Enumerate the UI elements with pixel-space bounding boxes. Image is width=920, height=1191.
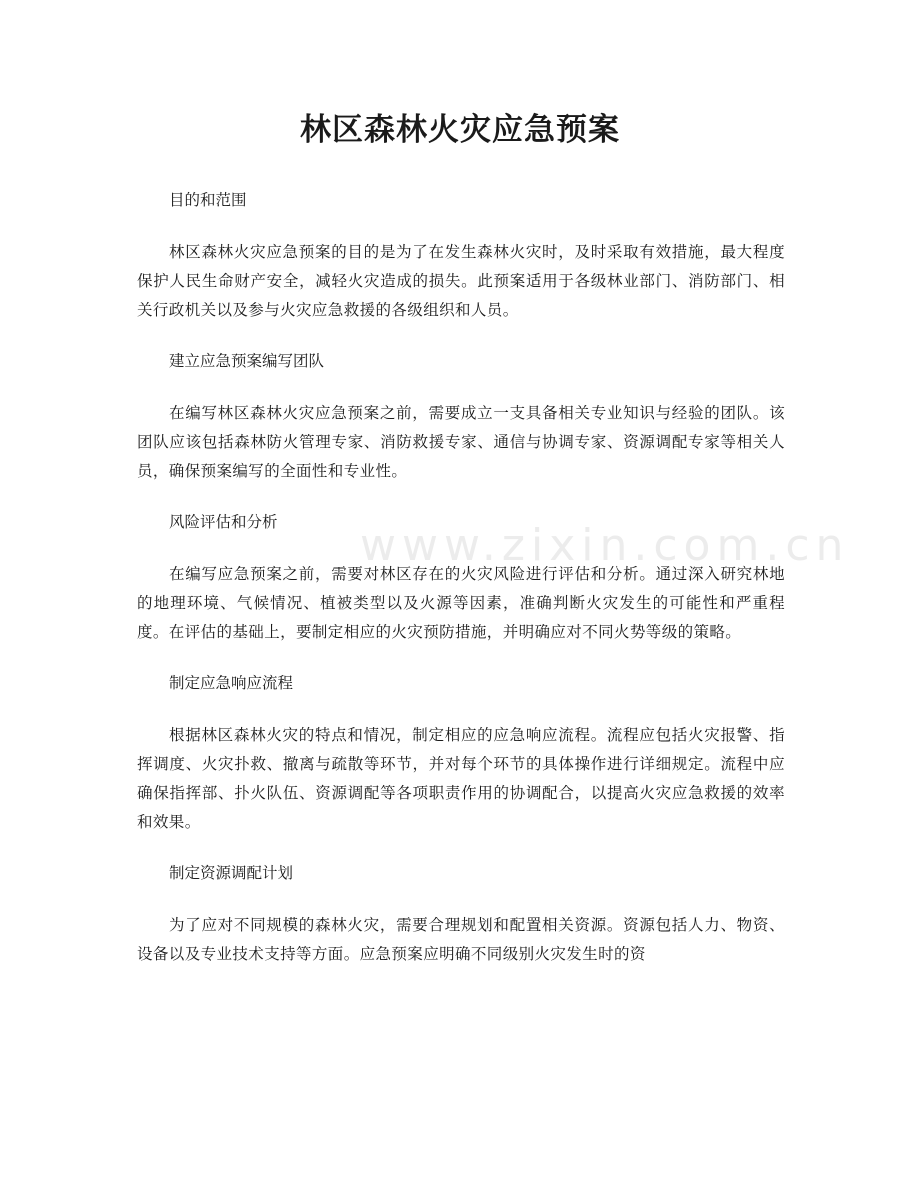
section-body-resources: 为了应对不同规模的森林火灾，需要合理规划和配置相关资源。资源包括人力、物资、设备以及专业技术支持等方面。应急预案应明确不同级别火灾发生时的资 <box>137 916 785 963</box>
document-title: 林区森林火灾应急预案 <box>300 112 620 148</box>
section-heading-resources: 制定资源调配计划 <box>169 864 294 882</box>
section-body-purpose: 林区森林火灾应急预案的目的是为了在发生森林火灾时，及时采取有效措施，最大程度保护人民生命财产安全，减轻火灾造成的损失。此预案适用于各级林业部门、消防部门、相关行政机关以及参与火灾应急救援的各级组织和人员。 <box>137 243 785 319</box>
section-heading-risk: 风险评估和分析 <box>169 513 278 531</box>
watermark: www.zixin.com.cn <box>360 520 850 571</box>
section-heading-response: 制定应急响应流程 <box>169 674 294 692</box>
section-heading-purpose: 目的和范围 <box>169 191 247 209</box>
section-body-response: 根据林区森林火灾的特点和情况，制定相应的应急响应流程。流程应包括火灾报警、指挥调度、火灾扑救、撤离与疏散等环节，并对每个环节的具体操作进行详细规定。流程中应确保指挥部、扑火队伍、资源调配等各项职责作用的协调配合，以提高火灾应急救援的效率和效果。 <box>137 726 785 831</box>
section-heading-team: 建立应急预案编写团队 <box>169 352 325 370</box>
section-body-team: 在编写林区森林火灾应急预案之前，需要成立一支具备相关专业知识与经验的团队。该团队应该包括森林防火管理专家、消防救援专家、通信与协调专家、资源调配专家等相关人员，确保预案编写的全面性和专业性。 <box>137 404 785 480</box>
section-body-risk: 在编写应急预案之前，需要对林区存在的火灾风险进行评估和分析。通过深入研究林地的地理环境、气候情况、植被类型以及火源等因素，准确判断火灾发生的可能性和严重程度。在评估的基础上，要制定相应的火灾预防措施，并明确应对不同火势等级的策略。 <box>137 565 785 641</box>
document-body <box>137 185 785 990</box>
